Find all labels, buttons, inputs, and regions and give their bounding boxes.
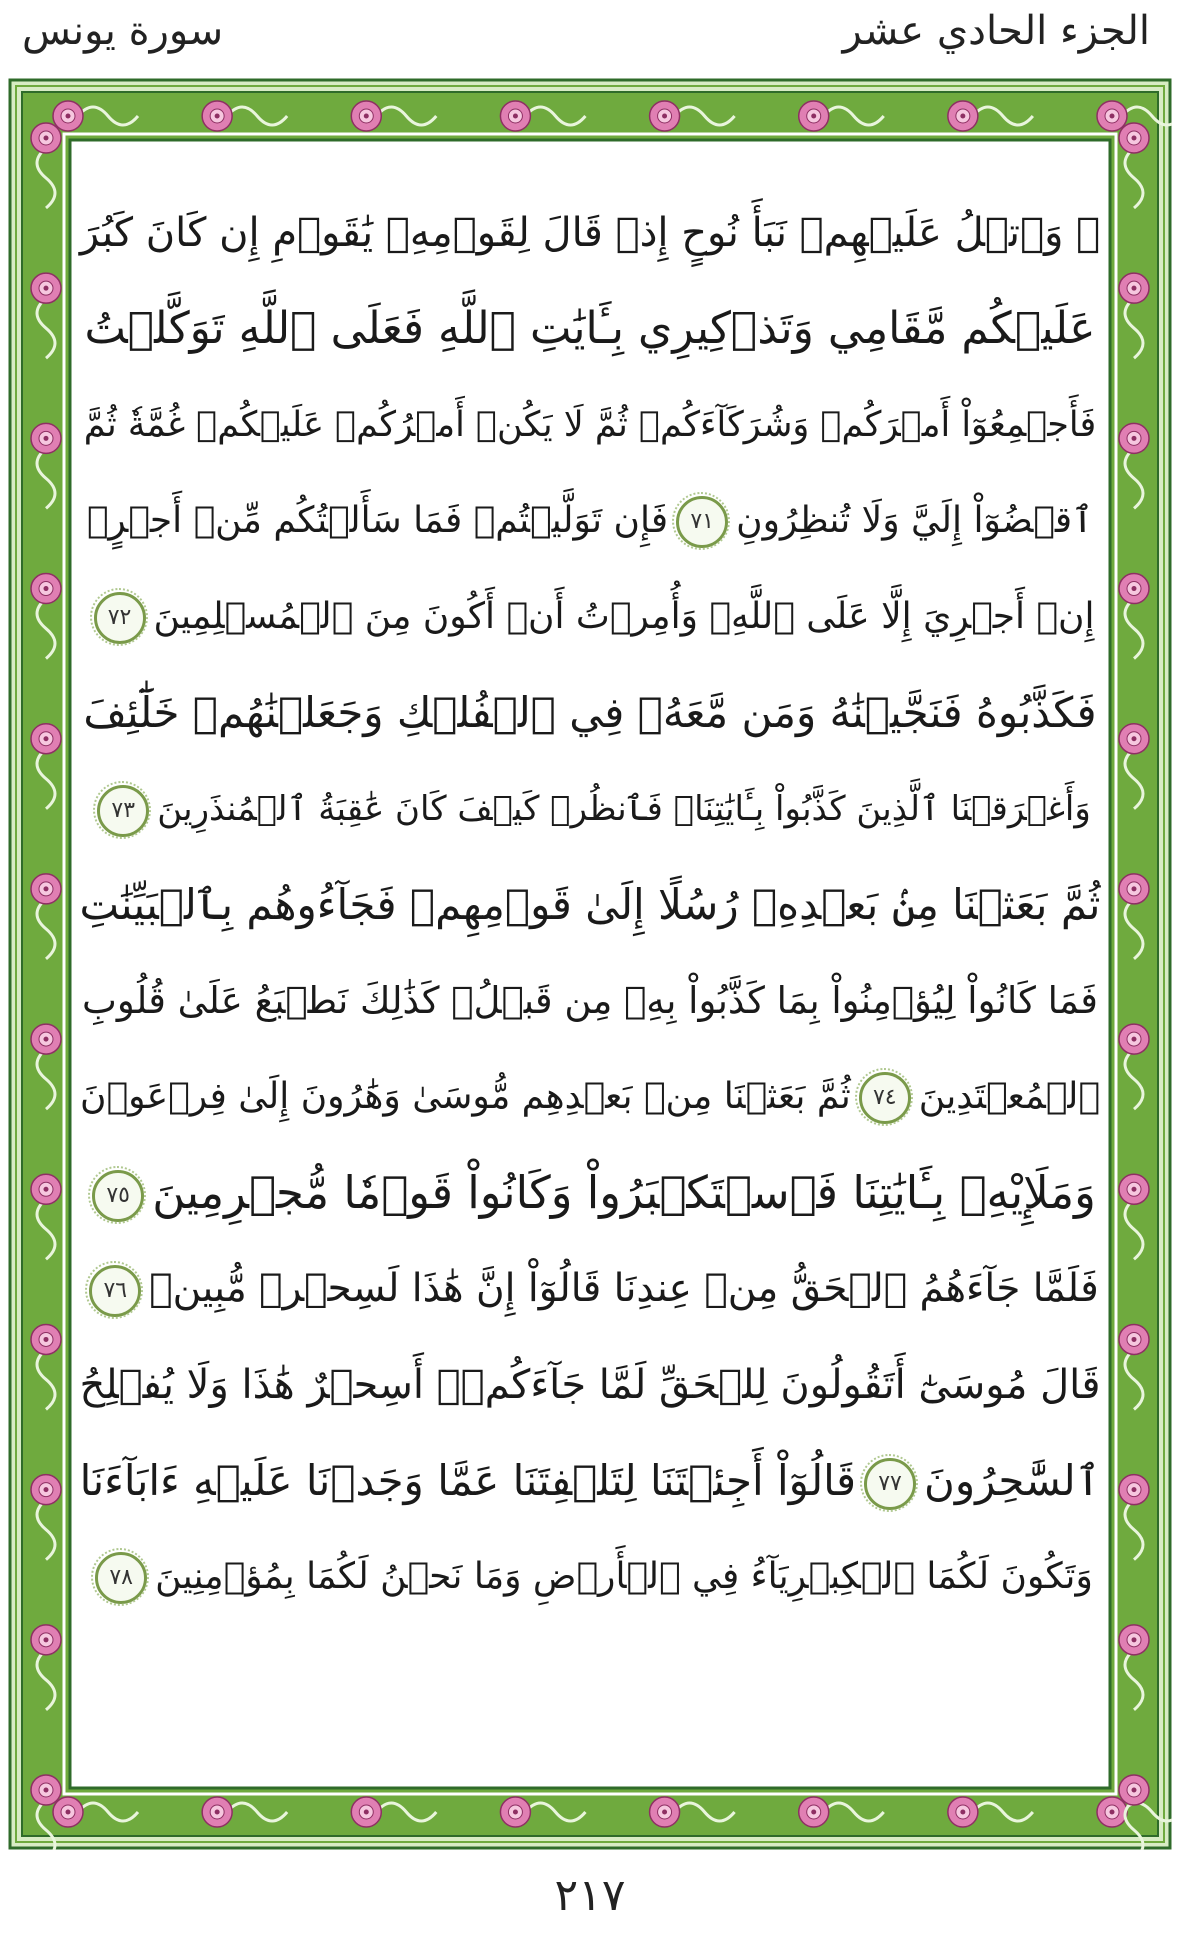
verse-line bbox=[78, 1244, 1102, 1334]
verse-text: فَمَا كَانُواْ لِيُؤۡمِنُواْ بِمَا كَذَّبُواْ بِهِۦ مِن قَبۡلُۚ كَذَٰلِكَ نَطۡبَعُ عَلَىٰ قُلُوبِ bbox=[82, 979, 1098, 1022]
rose-dot bbox=[1132, 1487, 1137, 1492]
quran-text-area bbox=[78, 148, 1102, 1780]
page-number: ٢١٧ bbox=[554, 1870, 626, 1921]
rose-dot bbox=[513, 1810, 518, 1815]
verse-text: فَلَمَّا جَآءَهُمُ ٱلۡحَقُّ مِنۡ عِندِنَا قَالُوٓاْ إِنَّ هَٰذَا لَسِحۡرٞ مُّبِينٞ bbox=[149, 1266, 1099, 1311]
rose-dot bbox=[44, 1037, 49, 1042]
page-header bbox=[0, 0, 1180, 70]
rose-dot bbox=[44, 286, 49, 291]
rose-dot bbox=[513, 114, 518, 119]
verse-text: ۞ وَٱتۡلُ عَلَيۡهِمۡ نَبَأَ نُوحٍ إِذۡ قَالَ لِقَوۡمِهِۦ يَٰقَوۡمِ إِن كَانَ كَبُرَ bbox=[79, 210, 1101, 256]
rose-dot bbox=[1110, 114, 1115, 119]
rose-dot bbox=[44, 1637, 49, 1642]
ayah-number-marker: ٧٨ bbox=[95, 1552, 147, 1604]
verse-text: ٱلۡمُعۡتَدِينَ bbox=[918, 1076, 1100, 1117]
rose-dot bbox=[44, 1337, 49, 1342]
juz-label: الجزء الحادي عشر bbox=[842, 8, 1150, 54]
rose-dot bbox=[364, 1810, 369, 1815]
rose-dot bbox=[44, 586, 49, 591]
rose-dot bbox=[1132, 286, 1137, 291]
verse-line bbox=[78, 956, 1102, 1046]
ayah-number-marker: ٧٦ bbox=[89, 1265, 141, 1317]
rose-dot bbox=[44, 1487, 49, 1492]
rose-dot bbox=[811, 1810, 816, 1815]
verse-line bbox=[78, 860, 1102, 950]
verse-text: قَالُوٓاْ أَجِئۡتَنَا لِتَلۡفِتَنَا عَمَّا وَجَدۡنَا عَلَيۡهِ ءَابَآءَنَا bbox=[79, 1456, 857, 1505]
verse-line bbox=[78, 380, 1102, 470]
verse-line bbox=[78, 1148, 1102, 1238]
rose-dot bbox=[1132, 586, 1137, 591]
ayah-number-marker: ٧٥ bbox=[92, 1170, 144, 1222]
verse-line bbox=[78, 764, 1102, 854]
rose-dot bbox=[66, 1810, 71, 1815]
rose-dot bbox=[215, 114, 220, 119]
rose-dot bbox=[44, 436, 49, 441]
rose-dot bbox=[44, 1187, 49, 1192]
verse-text: ثُمَّ بَعَثۡنَا مِنۢ بَعۡدِهِم مُّوسَىٰ وَهَٰرُونَ إِلَىٰ فِرۡعَوۡنَ bbox=[80, 1076, 851, 1117]
rose-dot bbox=[1132, 1037, 1137, 1042]
rose-dot bbox=[1132, 1788, 1137, 1793]
rose-dot bbox=[215, 1810, 220, 1815]
ayah-number-marker: ٧٢ bbox=[94, 592, 146, 644]
verse-text: ٱقۡضُوٓاْ إِلَيَّ وَلَا تُنظِرُونِ bbox=[736, 500, 1094, 541]
verse-text: فَكَذَّبُوهُ فَنَجَّيۡنَٰهُ وَمَن مَّعَهُۥ فِي ٱلۡفُلۡكِ وَجَعَلۡنَٰهُمۡ خَلَٰٓئِفَ bbox=[83, 688, 1097, 737]
rose-dot bbox=[1132, 886, 1137, 891]
rose-dot bbox=[1132, 1337, 1137, 1342]
rose-dot bbox=[1110, 1810, 1115, 1815]
rose-dot bbox=[1132, 136, 1137, 141]
rose-dot bbox=[662, 114, 667, 119]
rose-dot bbox=[66, 114, 71, 119]
verse-text: وَمَلَإِيْهِۦ بِـَٔايَٰتِنَا فَٱسۡتَكۡبَرُواْ وَكَانُواْ قَوۡمٗا مُّجۡرِمِينَ bbox=[152, 1166, 1096, 1219]
ayah-number-marker: ٧١ bbox=[676, 496, 728, 548]
rose-dot bbox=[44, 886, 49, 891]
rose-dot bbox=[811, 114, 816, 119]
verse-text: عَلَيۡكُم مَّقَامِي وَتَذۡكِيرِي بِـَٔايَٰتِ ٱللَّهِ فَعَلَى ٱللَّهِ تَوَكَّلۡتُ bbox=[84, 303, 1096, 354]
rose-dot bbox=[364, 114, 369, 119]
ayah-number-marker: ٧٤ bbox=[859, 1072, 911, 1124]
verse-text: وَأَغۡرَقۡنَا ٱلَّذِينَ كَذَّبُواْ بِـَٔايَٰتِنَاۖ فَٱنظُرۡ كَيۡفَ كَانَ عَٰقِبَةُ ٱلۡمُنذَرِينَ bbox=[157, 789, 1091, 829]
verse-text: ثُمَّ بَعَثۡنَا مِنۢ بَعۡدِهِۦ رُسُلًا إِلَىٰ قَوۡمِهِمۡ فَجَآءُوهُم بِٱلۡبَيِّنَٰتِ bbox=[79, 880, 1101, 929]
verse-text: وَتَكُونَ لَكُمَا ٱلۡكِبۡرِيَآءُ فِي ٱلۡأَرۡضِ وَمَا نَحۡنُ لَكُمَا بِمُؤۡمِنِينَ bbox=[155, 1556, 1093, 1597]
rose-dot bbox=[1132, 1187, 1137, 1192]
ayah-number-marker: ٧٣ bbox=[97, 785, 149, 837]
rose-dot bbox=[960, 114, 965, 119]
verse-line bbox=[78, 1052, 1102, 1142]
rose-dot bbox=[44, 1788, 49, 1793]
verse-line bbox=[78, 572, 1102, 662]
verse-text: قَالَ مُوسَىٰٓ أَتَقُولُونَ لِلۡحَقِّ لَمَّا جَآءَكُمۡۖ أَسِحۡرٌ هَٰذَا وَلَا يُفۡلِحُ bbox=[79, 1362, 1101, 1408]
rose-dot bbox=[662, 1810, 667, 1815]
rose-dot bbox=[44, 136, 49, 141]
rose-dot bbox=[1132, 1637, 1137, 1642]
verse-text: فَإِن تَوَلَّيۡتُمۡ فَمَا سَأَلۡتُكُم مِّنۡ أَجۡرٍۖ bbox=[86, 500, 669, 541]
verse-line bbox=[78, 188, 1102, 278]
verse-text: ٱلسَّٰحِرُونَ bbox=[924, 1456, 1101, 1505]
surah-label: سورة يونس bbox=[22, 8, 224, 54]
rose-dot bbox=[1132, 436, 1137, 441]
verse-line bbox=[78, 1340, 1102, 1430]
rose-dot bbox=[960, 1810, 965, 1815]
verse-line bbox=[78, 284, 1102, 374]
rose-dot bbox=[44, 736, 49, 741]
verse-line bbox=[78, 476, 1102, 566]
verse-line bbox=[78, 668, 1102, 758]
verse-text: إِنۡ أَجۡرِيَ إِلَّا عَلَى ٱللَّهِۖ وَأُمِرۡتُ أَنۡ أَكُونَ مِنَ ٱلۡمُسۡلِمِينَ bbox=[153, 596, 1095, 637]
ayah-number-marker: ٧٧ bbox=[864, 1458, 916, 1510]
rose-dot bbox=[1132, 736, 1137, 741]
verse-text: فَأَجۡمِعُوٓاْ أَمۡرَكُمۡ وَشُرَكَآءَكُمۡ ثُمَّ لَا يَكُنۡ أَمۡرُكُمۡ عَلَيۡكُمۡ غُمَّةٗ ثُمَّ bbox=[83, 405, 1097, 445]
verse-line bbox=[78, 1436, 1102, 1526]
verse-line bbox=[78, 1532, 1102, 1622]
